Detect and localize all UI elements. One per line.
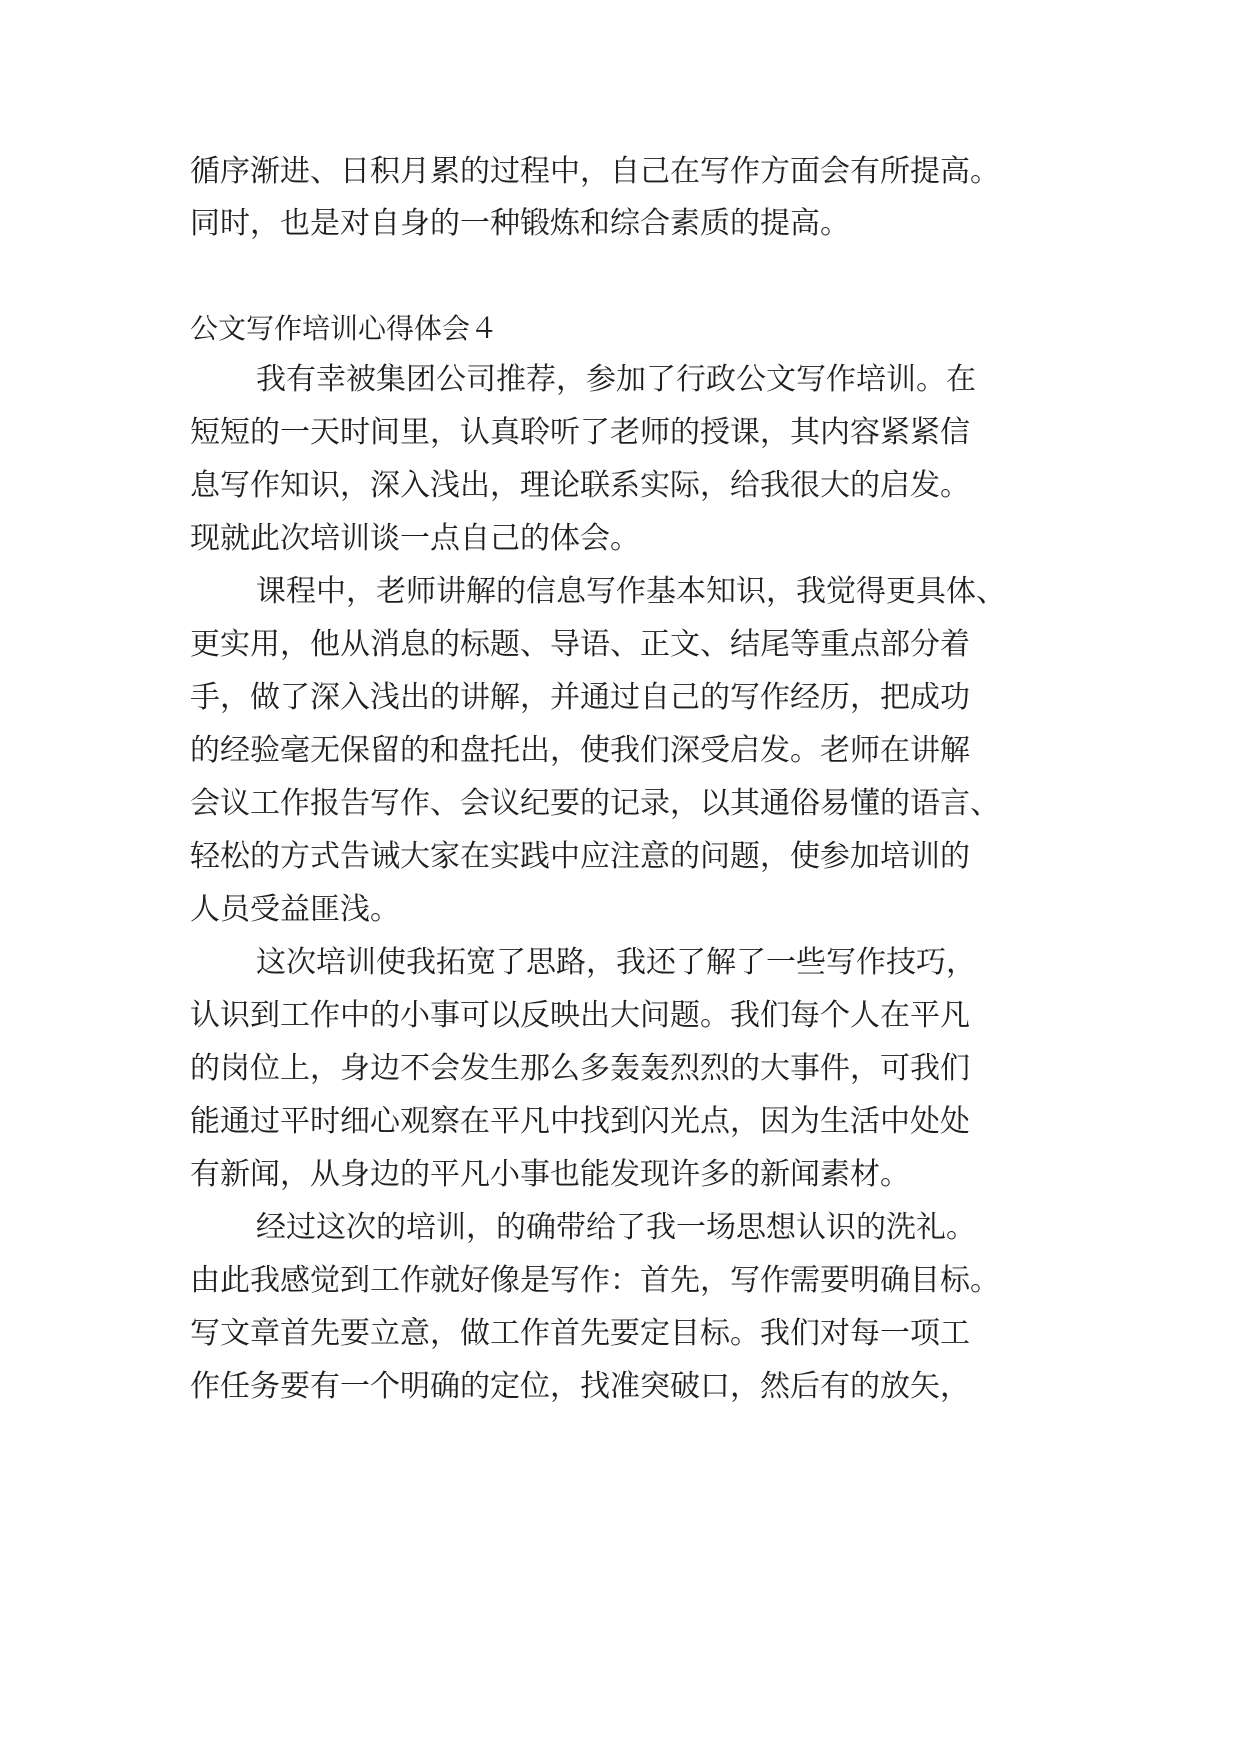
- text-line: 人员受益匪浅。: [190, 892, 400, 927]
- text-line: 写文章首先要立意，做工作首先要定目标。我们对每一项工: [190, 1316, 970, 1351]
- text-line: 现就此次培训谈一点自己的体会。: [190, 521, 640, 556]
- text-line: 同时，也是对自身的一种锻炼和综合素质的提高。: [190, 206, 850, 241]
- text-line: 循序渐进、日积月累的过程中，自己在写作方面会有所提高。: [190, 154, 1000, 189]
- text-line: 短短的一天时间里，认真聆听了老师的授课，其内容紧紧信: [190, 415, 970, 450]
- text-line: 作任务要有一个明确的定位，找准突破口，然后有的放矢，: [190, 1369, 970, 1404]
- text-line: 有新闻，从身边的平凡小事也能发现许多的新闻素材。: [190, 1157, 910, 1192]
- text-line: 息写作知识，深入浅出，理论联系实际，给我很大的启发。: [190, 468, 970, 503]
- text-line: 由此我感觉到工作就好像是写作：首先，写作需要明确目标。: [190, 1263, 1000, 1298]
- text-line: 更实用，他从消息的标题、导语、正文、结尾等重点部分着: [190, 627, 970, 662]
- text-line: 能通过平时细心观察在平凡中找到闪光点，因为生活中处处: [190, 1104, 970, 1139]
- text-line: 轻松的方式告诫大家在实践中应注意的问题，使参加培训的: [190, 839, 970, 874]
- text-line: 认识到工作中的小事可以反映出大问题。我们每个人在平凡: [190, 998, 970, 1033]
- paragraph-first-line: 课程中，老师讲解的信息写作基本知识，我觉得更具体、: [256, 574, 1006, 609]
- text-line: 的岗位上，身边不会发生那么多轰轰烈烈的大事件，可我们: [190, 1051, 970, 1086]
- paragraph-first-line: 我有幸被集团公司推荐，参加了行政公文写作培训。在: [256, 362, 976, 397]
- text-line: 的经验毫无保留的和盘托出，使我们深受启发。老师在讲解: [190, 733, 970, 768]
- text-line: 会议工作报告写作、会议纪要的记录，以其通俗易懂的语言、: [190, 786, 1000, 821]
- text-line: 手，做了深入浅出的讲解，并通过自己的写作经历，把成功: [190, 680, 970, 715]
- section-heading: 公文写作培训心得体会４: [190, 312, 499, 345]
- paragraph-first-line: 经过这次的培训，的确带给了我一场思想认识的洗礼。: [256, 1210, 976, 1245]
- paragraph-first-line: 这次培训使我拓宽了思路，我还了解了一些写作技巧，: [256, 945, 976, 980]
